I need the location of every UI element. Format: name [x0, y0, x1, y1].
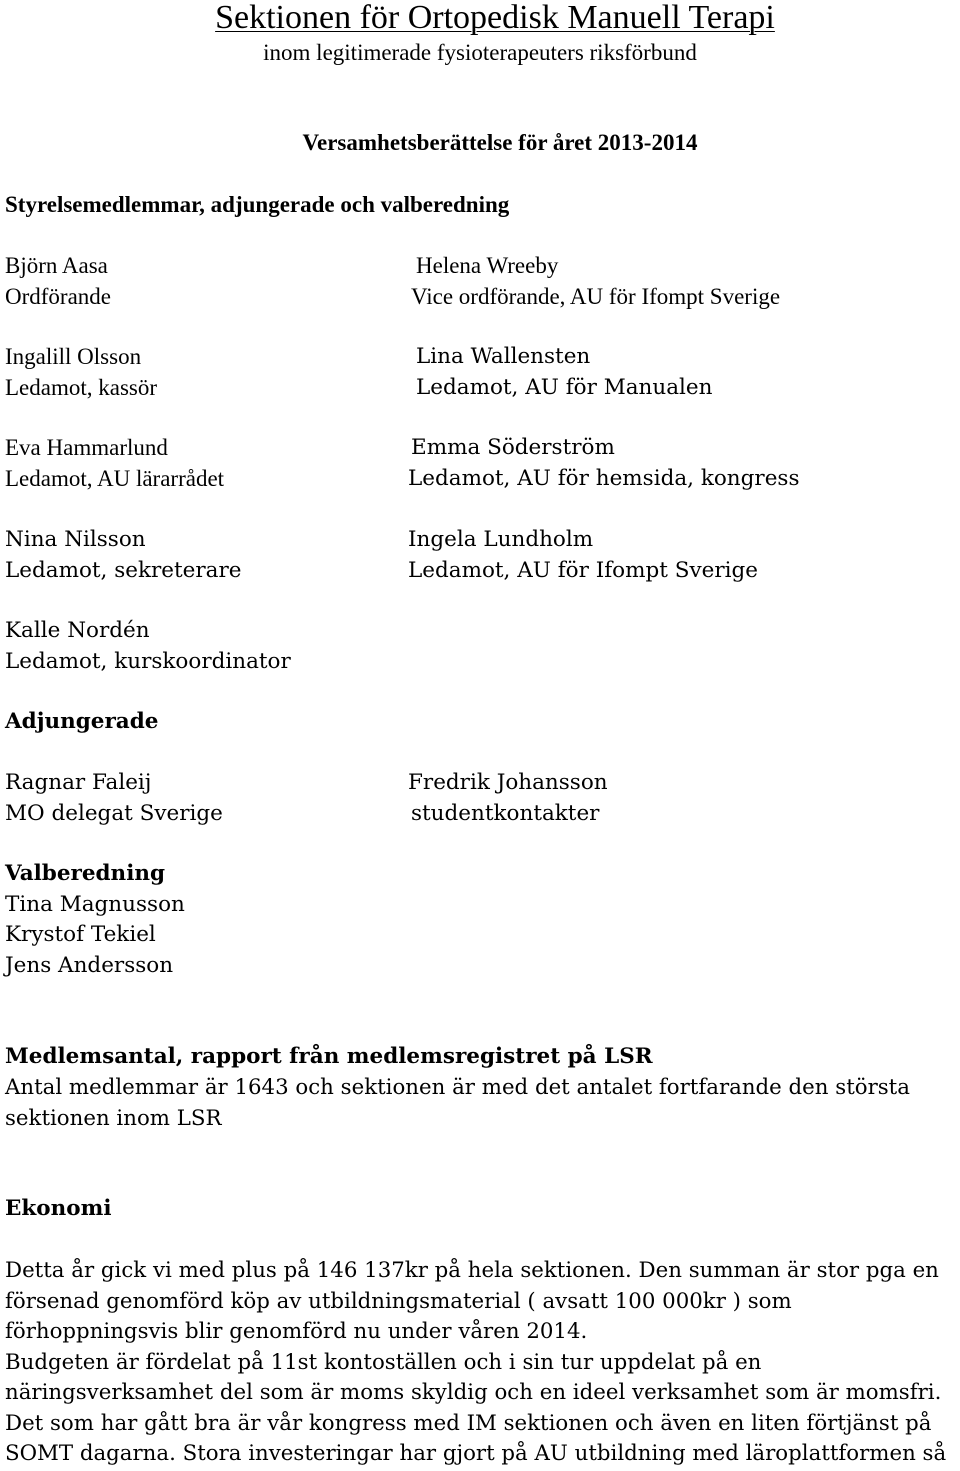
board-member-name: Kalle Nordén: [5, 618, 150, 643]
board-member-role: Ledamot, AU för Manualen: [416, 375, 713, 400]
board-member-name: Björn Aasa: [5, 253, 108, 278]
medlemsantal-line: sektionen inom LSR: [5, 1105, 222, 1131]
document-title: Sektionen för Ortopedisk Manuell Terapi: [215, 0, 775, 36]
ekonomi-line: Det som har gått bra är vår kongress med IM sektionen och även en liten förtjänst på: [5, 1410, 932, 1436]
report-title: Versamhetsberättelse för året 2013-2014: [302, 130, 698, 155]
board-heading: Styrelsemedlemmar, adjungerade och valberedning: [5, 192, 510, 217]
ekonomi-line: Budgeten är fördelat på 11st kontoställen och i sin tur uppdelat på en: [5, 1349, 762, 1375]
adjungerade-heading: Adjungerade: [5, 709, 159, 734]
ekonomi-paragraph: [5, 1256, 960, 1470]
ekonomi-heading: Ekonomi: [5, 1196, 112, 1221]
board-member-role: Ledamot, kassör: [5, 375, 158, 400]
board-member-name: Helena Wreeby: [416, 253, 559, 278]
adjungerad-role: studentkontakter: [411, 801, 600, 826]
valberedning-member: Jens Andersson: [5, 953, 174, 978]
valberedning-member: Tina Magnusson: [5, 892, 185, 917]
valberedning-heading: Valberedning: [5, 861, 166, 886]
board-member-name: Nina Nilsson: [5, 527, 146, 552]
ekonomi-line: försenad genomförd köp av utbildningsmaterial ( avsatt 100 000kr ) som: [5, 1288, 792, 1314]
valberedning-member: Krystof Tekiel: [5, 922, 156, 947]
adjungerad-name: Fredrik Johansson: [408, 770, 608, 795]
ekonomi-line: näringsverksamhet del som är moms skyldig och en ideel verksamhet som är momsfri.: [5, 1380, 942, 1405]
board-member-name: Eva Hammarlund: [5, 435, 168, 460]
board-member-name: Lina Wallensten: [416, 344, 591, 369]
medlemsantal-line: Antal medlemmar är 1643 och sektionen är med det antalet fortfarande den största: [5, 1075, 910, 1100]
medlemsantal-paragraph: [5, 1073, 960, 1134]
board-member-role: Ordförande: [5, 284, 112, 309]
board-member-name: Emma Söderström: [411, 435, 615, 460]
adjungerad-name: Ragnar Faleij: [5, 770, 152, 795]
board-member-role: Ledamot, AU för hemsida, kongress: [408, 466, 800, 491]
board-member-role: Ledamot, sekreterare: [5, 558, 242, 583]
document-subtitle: inom legitimerade fysioterapeuters riksförbund: [263, 40, 697, 65]
board-member-role: Vice ordförande, AU för Ifompt Sverige: [411, 284, 781, 309]
board-member-role: Ledamot, AU för Ifompt Sverige: [408, 558, 758, 583]
ekonomi-line: förhoppningsvis blir genomförd nu under våren 2014.: [5, 1319, 588, 1344]
board-member-role: Ledamot, AU lärarrådet: [5, 466, 225, 491]
board-member-name: Ingalill Olsson: [5, 344, 142, 369]
medlemsantal-heading: Medlemsantal, rapport från medlemsregistret på LSR: [5, 1044, 653, 1069]
adjungerad-role: MO delegat Sverige: [5, 801, 223, 826]
board-member-name: Ingela Lundholm: [408, 527, 594, 552]
ekonomi-line: SOMT dagarna. Stora investeringar har gjort på AU utbildning med läroplattformen så: [5, 1441, 947, 1466]
ekonomi-line: Detta år gick vi med plus på 146 137kr på hela sektionen. Den summan är stor pga en: [5, 1258, 939, 1283]
board-member-role: Ledamot, kurskoordinator: [5, 649, 291, 674]
